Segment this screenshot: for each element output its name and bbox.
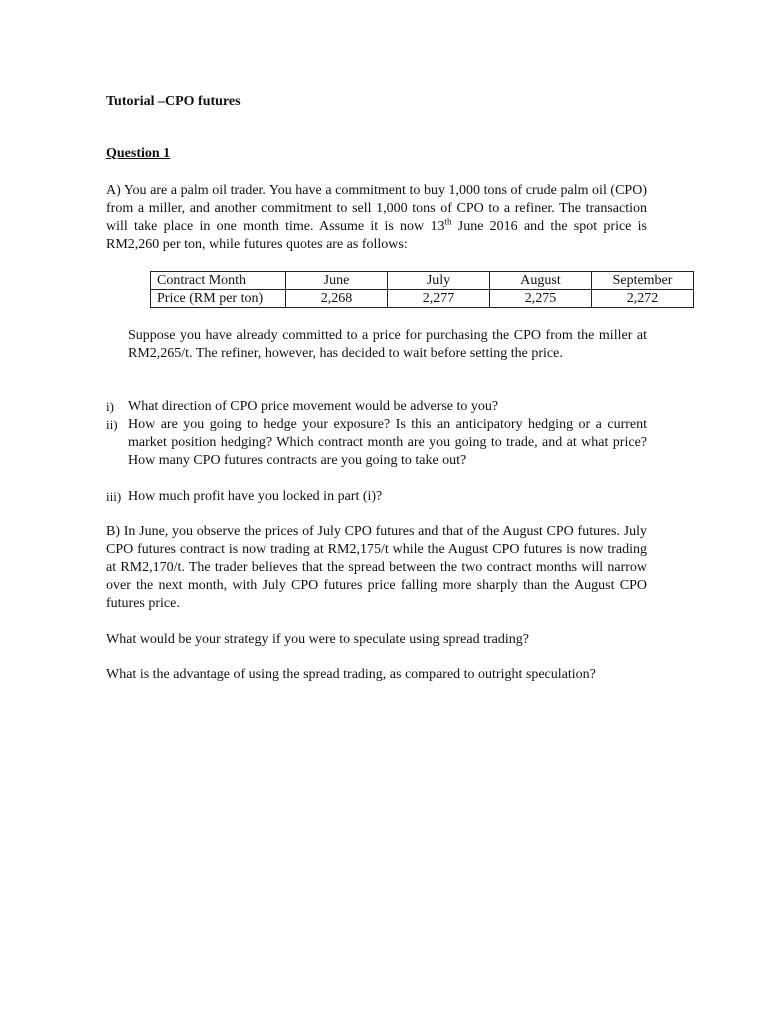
table-header-row [151, 272, 694, 290]
part-a-intro [106, 182, 647, 254]
table-cell: 2,275 [490, 290, 592, 308]
table-header-cell: September [592, 272, 694, 290]
table-cell: 2,272 [592, 290, 694, 308]
part-a-intro-text-cont: June 2016 and the spot price is RM2,260 per ton, while futures quotes are as follows: [106, 219, 647, 252]
part-b-question-advantage: What is the advantage of using the spread trading, as compared to outright speculation? [106, 667, 596, 682]
question-list [106, 398, 647, 470]
list-item-text: How much profit have you locked in part (i)? [128, 489, 383, 504]
list-item [106, 488, 647, 506]
list-item-text: How are you going to hedge your exposure? Is this an anticipatory hedging or a current market position hedging? Which contract month are you going to trade, and at what price? How many CPO futures contracts are you going to take out? [128, 417, 647, 468]
table-row-label: Price (RM per ton) [151, 290, 286, 308]
table-header-cell: August [490, 272, 592, 290]
table-row [151, 290, 694, 308]
futures-quotes-table [150, 271, 694, 308]
list-item [106, 416, 647, 470]
table-cell: 2,268 [286, 290, 388, 308]
ordinal-suffix: th [444, 216, 452, 227]
part-b-intro: B) In June, you observe the prices of July CPO futures and that of the August CPO futures. July CPO futures contract is now trading at RM2,175/t while the August CPO futures is now trading at RM2,170/t. The trader believes that the spread between the two contract months will narrow over the next month, with July CPO futures price falling more sharply than the August CPO futures price. [106, 524, 647, 611]
part-a-intro-text: A) You are a palm oil trader. You have a commitment to buy 1,000 tons of crude palm oil (CPO) from a miller, and another commitment to sell 1,000 tons of CPO to a refiner. The transaction will take place in one month time. Assume it is now 13 [106, 183, 647, 234]
scenario-paragraph: Suppose you have already committed to a price for purchasing the CPO from the miller at RM2,265/t. The refiner, however, has decided to wait before setting the price. [128, 328, 647, 361]
list-item-number: i) [106, 399, 114, 414]
list-item-number: ii) [106, 417, 118, 432]
list-item-text: What direction of CPO price movement would be adverse to you? [128, 399, 499, 414]
table-cell: 2,277 [388, 290, 490, 308]
document-title: Tutorial –CPO futures [106, 94, 241, 109]
table-header-cell: July [388, 272, 490, 290]
list-item-number: iii) [106, 489, 122, 504]
table-header-cell: June [286, 272, 388, 290]
question-list [106, 488, 647, 506]
part-b-question-strategy: What would be your strategy if you were to speculate using spread trading? [106, 632, 529, 647]
question-heading: Question 1 [106, 146, 171, 161]
table-header-label: Contract Month [151, 272, 286, 290]
list-item [106, 398, 647, 416]
